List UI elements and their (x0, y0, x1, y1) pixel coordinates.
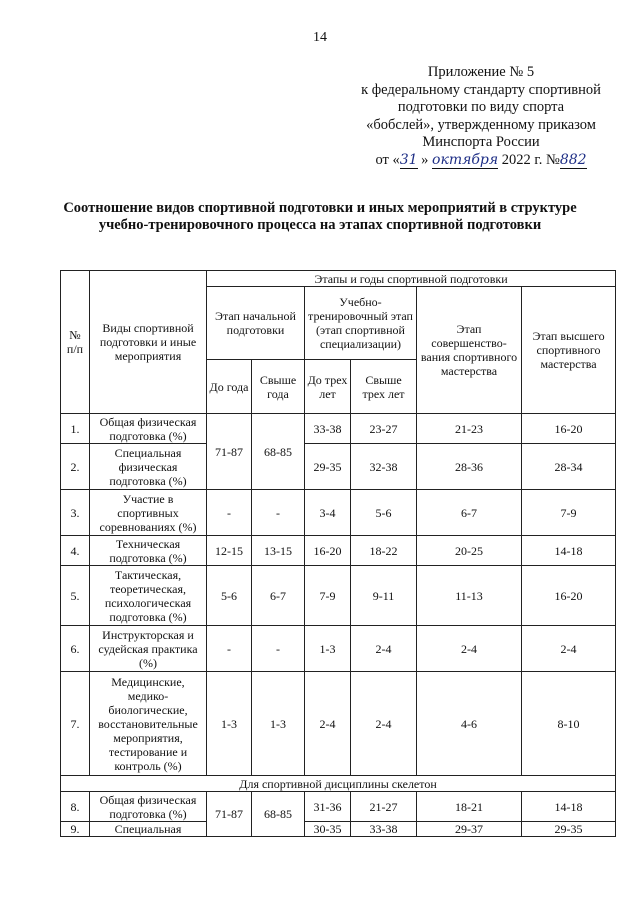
cell-value: 7-9 (522, 490, 616, 536)
row-name: Медицинские, медико-биологические, восстановительные мероприятия, тестирование и контроль (%) (90, 672, 207, 776)
table-row (61, 444, 616, 490)
cell-value: 33-38 (351, 822, 417, 837)
date-prefix: от « (375, 151, 400, 168)
row-name: Общая физическая подготовка (%) (90, 414, 207, 444)
cell-value: 2-4 (417, 626, 522, 672)
cell-value: 6-7 (252, 566, 305, 626)
appendix-line: подготовки по виду спорта (397, 99, 565, 116)
cell-value: 28-36 (417, 444, 522, 490)
cell-value: 16-20 (522, 566, 616, 626)
row-number: 8. (61, 792, 90, 822)
document-title (40, 200, 600, 234)
cell-value: 2-4 (351, 672, 417, 776)
cell-value: 5-6 (207, 566, 252, 626)
row-number: 3. (61, 490, 90, 536)
header-up-to-year: До года (207, 360, 252, 414)
cell-value: 1-3 (305, 626, 351, 672)
header-stages-years: Этапы и годы спортивной подготовки (207, 271, 616, 287)
row-name: Общая физическая подготовка (%) (90, 792, 207, 822)
handwritten-day: 31 (399, 151, 418, 168)
table-row (61, 536, 616, 566)
cell-value: 2-4 (522, 626, 616, 672)
cell-value: 20-25 (417, 536, 522, 566)
cell-value: 14-18 (522, 536, 616, 566)
cell-value: 33-38 (305, 414, 351, 444)
cell-value: - (252, 490, 305, 536)
cell-value: - (252, 626, 305, 672)
row-name: Техническая подготовка (%) (90, 536, 207, 566)
date-mid: » (421, 151, 429, 168)
cell-value: - (207, 490, 252, 536)
cell-value: 13-15 (252, 536, 305, 566)
appendix-line: Минспорта России (422, 134, 540, 151)
row-number: 7. (61, 672, 90, 776)
cell-value: 1-3 (207, 672, 252, 776)
title-line: учебно-тренировочного процесса на этапах спортивной подготовки (98, 217, 542, 233)
cell-value: 71-87 (207, 414, 252, 490)
page-number: 14 (313, 30, 327, 45)
cell-value: 31-36 (305, 792, 351, 822)
header-initial-stage: Этап начальной подготовки (207, 287, 305, 360)
date-year: 2022 г. № (501, 151, 560, 168)
cell-value: 3-4 (305, 490, 351, 536)
cell-value: 21-23 (417, 414, 522, 444)
table-row (61, 672, 616, 776)
handwritten-order-number: 882 (559, 151, 587, 168)
cell-value: 18-21 (417, 792, 522, 822)
cell-value: 28-34 (522, 444, 616, 490)
row-number: 6. (61, 626, 90, 672)
appendix-line: к федеральному стандарту спортивной (361, 81, 601, 98)
cell-value: 11-13 (417, 566, 522, 626)
row-number: 9. (61, 822, 90, 837)
cell-value: - (207, 626, 252, 672)
cell-value: 71-87 (207, 792, 252, 837)
table-row (61, 490, 616, 536)
title-line: Соотношение видов спортивной подготовки и иных мероприятий в структуре (63, 200, 577, 216)
handwritten-month: октября (432, 151, 499, 168)
table-row (61, 822, 616, 837)
cell-value: 18-22 (351, 536, 417, 566)
header-up-to-three-years: До трех лет (305, 360, 351, 414)
appendix-date-line (350, 152, 612, 170)
cell-value: 6-7 (417, 490, 522, 536)
cell-value: 29-35 (305, 444, 351, 490)
cell-value: 30-35 (305, 822, 351, 837)
header-kinds: Виды спортивной подготовки и иные мероприятия (90, 271, 207, 414)
row-number: 4. (61, 536, 90, 566)
header-improvement-stage: Этап совершенство-вания спортивного мастерства (417, 287, 522, 414)
cell-value: 12-15 (207, 536, 252, 566)
row-name: Специальная (90, 822, 207, 837)
cell-value: 29-35 (522, 822, 616, 837)
appendix-line: «бобслей», утвержденному приказом (366, 116, 596, 133)
cell-value: 21-27 (351, 792, 417, 822)
cell-value: 16-20 (522, 414, 616, 444)
section-heading: Для спортивной дисциплины скелетон (61, 776, 616, 792)
table-row (61, 792, 616, 822)
row-name: Инструкторская и судейская практика (%) (90, 626, 207, 672)
cell-value: 1-3 (252, 672, 305, 776)
cell-value: 7-9 (305, 566, 351, 626)
cell-value: 32-38 (351, 444, 417, 490)
appendix-line: Приложение № 5 (427, 64, 535, 80)
cell-value: 4-6 (417, 672, 522, 776)
table-row (61, 566, 616, 626)
cell-value: 2-4 (351, 626, 417, 672)
row-number: 5. (61, 566, 90, 626)
row-name: Тактическая, теоретическая, психологическая подготовка (%) (90, 566, 207, 626)
header-higher-stage: Этап высшего спортивного мастерства (522, 287, 616, 414)
cell-value: 68-85 (252, 414, 305, 490)
training-structure-table (60, 270, 616, 837)
header-number: № п/п (61, 271, 90, 414)
header-training-stage: Учебно-тренировочный этап (этап спортивной специализации) (305, 287, 417, 360)
row-number: 2. (61, 444, 90, 490)
cell-value: 8-10 (522, 672, 616, 776)
cell-value: 14-18 (522, 792, 616, 822)
cell-value: 9-11 (351, 566, 417, 626)
table-row (61, 414, 616, 444)
cell-value: 23-27 (351, 414, 417, 444)
appendix-header (350, 64, 612, 170)
row-name: Специальная физическая подготовка (%) (90, 444, 207, 490)
cell-value: 2-4 (305, 672, 351, 776)
table-row (61, 626, 616, 672)
row-number: 1. (61, 414, 90, 444)
cell-value: 29-37 (417, 822, 522, 837)
header-over-year: Свыше года (252, 360, 305, 414)
header-over-three-years: Свыше трех лет (351, 360, 417, 414)
cell-value: 68-85 (252, 792, 305, 837)
cell-value: 5-6 (351, 490, 417, 536)
section-row (61, 776, 616, 792)
cell-value: 16-20 (305, 536, 351, 566)
row-name: Участие в спортивных соревнованиях (%) (90, 490, 207, 536)
